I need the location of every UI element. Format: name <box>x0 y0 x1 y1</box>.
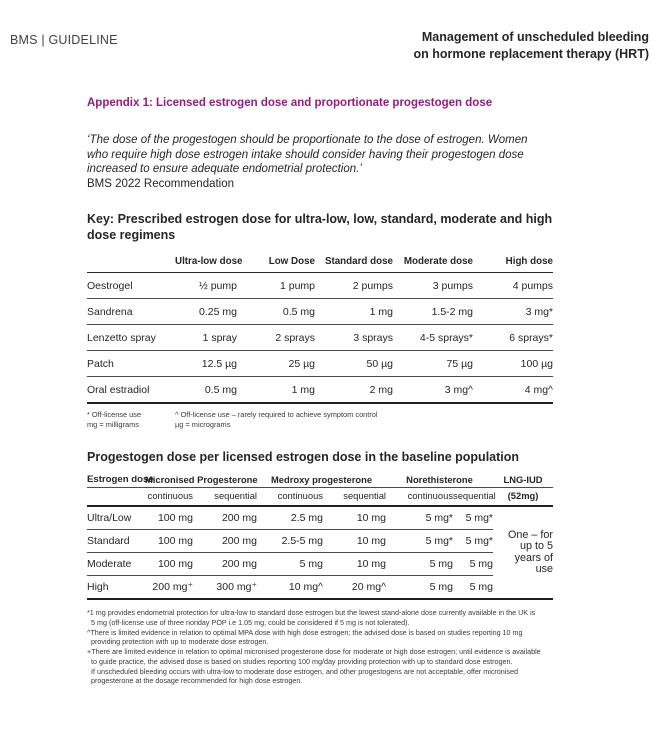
appendix-title: Appendix 1: Licensed estrogen dose and proportionate progestogen dose <box>87 97 493 109</box>
cell: 1 mg <box>237 377 315 404</box>
sub-header-continuous: continuous <box>386 488 453 507</box>
footnote-line: to guide practice, the advised dose is based on studies reporting 100 mg/day providing protection with up to standard dose estrogen. <box>91 656 513 666</box>
cell: 100 mg <box>145 506 193 530</box>
table-row-oestrogel <box>87 273 553 299</box>
column-header-lng-iud: LNG-IUD <box>493 471 553 488</box>
page-content <box>87 97 567 686</box>
cell: 0.25 mg <box>175 299 237 325</box>
cell: 5 mg* <box>386 530 453 553</box>
recommendation-quote <box>87 133 567 191</box>
cell: 100 µg <box>473 351 553 377</box>
footnote-note2 <box>87 628 567 647</box>
cell: 2 sprays <box>237 325 315 351</box>
progestogen-table-group-header-row <box>87 471 553 488</box>
sub-header-sequential: sequential <box>453 488 493 507</box>
progestogen-table-sub-header-row <box>87 488 553 507</box>
key-heading-line2: dose regimens <box>87 227 176 242</box>
brand-logo: BMS | GUIDELINE <box>10 33 118 47</box>
cell: 5 mg <box>453 553 493 576</box>
footnote-line: 5 mg (off-license use of three noriday POP i.e 1.05 mg, could be considered if 5 mg is not tolerated). <box>91 618 410 628</box>
table-row-moderate <box>87 553 553 576</box>
cell: 5 mg* <box>453 506 493 530</box>
cell: 4 mg^ <box>473 377 553 404</box>
footnote-star: * Off-license use <box>87 410 142 420</box>
cell: 300 mg⁺ <box>216 581 257 594</box>
group-header-norethisterone: Norethisterone <box>386 471 493 488</box>
row-label: Moderate <box>87 553 145 576</box>
cell: 1 mg <box>315 299 393 325</box>
cell: 10 mg <box>323 553 386 576</box>
column-header-ultra-low-dose: Ultra-low dose <box>175 256 237 273</box>
footnote-note1 <box>87 608 567 627</box>
column-header-low-dose: Low Dose <box>237 256 315 273</box>
quote-line3: increased to ensure adequate endometrial protection.’ <box>87 163 362 176</box>
cell: 5 mg <box>429 581 454 594</box>
sub-header-continuous: continuous <box>145 488 193 507</box>
footnote-line: If unscheduled bleeding occurs with ultra-low to moderate dose estrogen, and other progestogens are not acceptable, offer micronised <box>91 666 518 676</box>
cell: 25 µg <box>237 351 315 377</box>
quote-line2: who require high dose estrogen intake should consider having their progestogen dose <box>87 148 524 161</box>
cell: 50 µg <box>315 351 393 377</box>
cell: 0.5 mg <box>175 377 237 404</box>
footnote-line: *1 mg provides endometrial protection for ultra-low to standard dose estrogen but the lowest stand-alone dose currently available in the UK is <box>87 608 536 618</box>
cell: 75 µg <box>393 351 473 377</box>
table-row-oral-estradiol <box>87 377 553 404</box>
estrogen-table-footnotes <box>87 410 567 430</box>
row-label: Oral estradiol <box>87 377 175 404</box>
table-row-standard <box>87 530 553 553</box>
cell: 200 mg <box>193 506 257 530</box>
footnote-line: +There are limited evidence in relation to optimal micronised progesterone dose for moderate or high dose estrogen; until evidence is available <box>87 647 541 657</box>
cell: 3 mg^ <box>393 377 473 404</box>
progestogen-heading: Progestogen dose per licensed estrogen dose in the baseline population <box>87 450 520 465</box>
cell: ½ pump <box>175 273 237 299</box>
cell: 200 mg⁺ <box>152 581 193 594</box>
cell: 3 mg* <box>473 299 553 325</box>
table-row-ultra-low <box>87 506 553 530</box>
column-header-high-dose: High dose <box>473 256 553 273</box>
column-header-estrogen-dose: Estrogen dose <box>87 471 145 488</box>
footnote-ug: µg = micrograms <box>175 420 231 430</box>
table-row-sandrena <box>87 299 553 325</box>
cell: 200 mg <box>193 553 257 576</box>
cell: 1 pump <box>237 273 315 299</box>
row-label: Ultra/Low <box>87 506 145 530</box>
sub-header-sequential: sequential <box>323 488 386 507</box>
cell: 10 mg <box>323 530 386 553</box>
row-label: Lenzetto spray <box>87 325 175 351</box>
cell: 4 pumps <box>473 273 553 299</box>
estrogen-table-header-row <box>87 256 553 273</box>
cell: 5 mg* <box>453 530 493 553</box>
cell: 12.5 µg <box>175 351 237 377</box>
quote-line1: ‘The dose of the progestogen should be proportionate to the dose of estrogen. Women <box>87 134 528 146</box>
column-header-moderate-dose: Moderate dose <box>393 256 473 273</box>
footnote-mg: mg = milligrams <box>87 420 139 430</box>
cell: 2 mg <box>315 377 393 404</box>
estrogen-dose-table <box>87 256 553 404</box>
row-label: Sandrena <box>87 299 175 325</box>
sub-header-blank <box>87 488 145 507</box>
cell: 5 mg <box>257 553 323 576</box>
row-label: Oestrogel <box>87 273 175 299</box>
cell: 6 sprays* <box>473 325 553 351</box>
cell: 1.5-2 mg <box>393 299 473 325</box>
footnote-note4 <box>87 667 567 686</box>
cell: 3 sprays <box>315 325 393 351</box>
table-row-lenzetto-spray <box>87 325 553 351</box>
cell: 0.5 mg <box>237 299 315 325</box>
key-heading <box>87 212 567 243</box>
sub-header-52mg: (52mg) <box>493 488 553 507</box>
quote-attribution: BMS 2022 Recommendation <box>87 177 235 190</box>
cell: 100 mg <box>145 530 193 553</box>
group-header-medroxy-progesterone: Medroxy progesterone <box>257 471 386 488</box>
cell: 5 mg <box>469 581 494 594</box>
table-row-patch <box>87 351 553 377</box>
column-header-blank <box>87 256 175 273</box>
document-title <box>414 29 649 62</box>
progestogen-table-footnotes <box>87 608 567 686</box>
row-label: High <box>87 581 109 594</box>
group-header-micronised-progesterone: Micronised Progesterone <box>145 471 257 488</box>
row-label: Standard <box>87 530 145 553</box>
cell: 2 pumps <box>315 273 393 299</box>
table-row-high <box>87 576 553 600</box>
cell: 10 mg^ <box>288 581 323 594</box>
cell: 2.5-5 mg <box>257 530 323 553</box>
cell: 200 mg <box>193 530 257 553</box>
cell: 100 mg <box>145 553 193 576</box>
sub-header-sequential: sequential <box>193 488 257 507</box>
progestogen-dose-table <box>87 471 553 600</box>
cell: 2.5 mg <box>257 506 323 530</box>
cell: 3 pumps <box>393 273 473 299</box>
column-header-standard-dose: Standard dose <box>315 256 393 273</box>
cell: 5 mg <box>386 553 453 576</box>
cell: 5 mg* <box>386 506 453 530</box>
footnote-line: providing protection with up to moderate dose estrogen. <box>91 637 269 647</box>
row-label: Patch <box>87 351 175 377</box>
cell: 20 mg^ <box>351 581 387 594</box>
footnote-caret: ^ Off-license use – rarely required to achieve symptom control <box>175 410 378 420</box>
document-title-line1: Management of unscheduled bleeding <box>421 30 649 44</box>
key-heading-line1: Key: Prescribed estrogen dose for ultra-low, low, standard, moderate and high <box>87 212 553 227</box>
cell: 4-5 sprays* <box>393 325 473 351</box>
lng-iud-cell: One – for up to 5 years of use <box>508 528 554 576</box>
footnote-note3 <box>87 647 567 666</box>
cell: 1 spray <box>175 325 237 351</box>
cell: 10 mg <box>323 506 386 530</box>
footnote-line: ^There is limited evidence in relation to optimal MPA dose with high dose estrogen; the advised dose is based on studies reporting 10 mg <box>87 627 523 637</box>
footnote-line: progesterone at the dosage recommended for high dose estrogen. <box>91 676 303 686</box>
document-title-line2: on hormone replacement therapy (HRT) <box>413 46 649 61</box>
sub-header-continuous: continuous <box>257 488 323 507</box>
